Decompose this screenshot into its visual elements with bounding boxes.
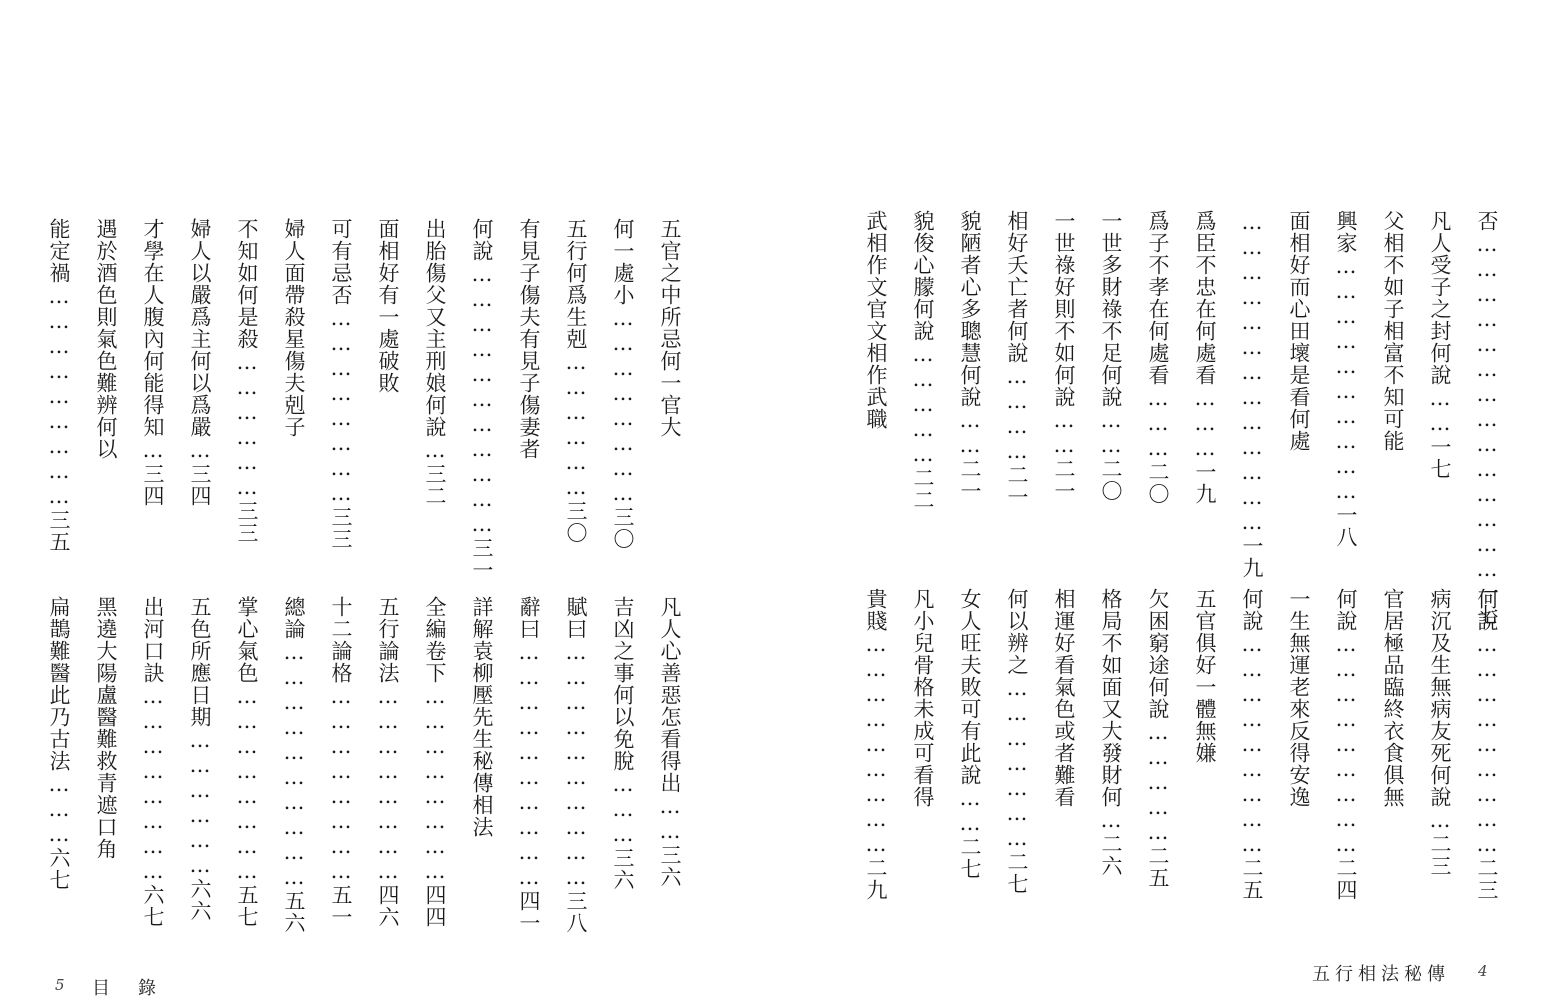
toc-entry: 出河口訣……………………六七 — [141, 596, 165, 928]
running-title: 目 錄 — [92, 978, 161, 999]
toc-entry: 詳解袁柳壓先生秘傳相法 — [470, 596, 494, 838]
toc-entry: 凡小兒骨格未成可看得 — [911, 588, 935, 808]
toc-entry: 面相好而心田壞是看何處 — [1287, 210, 1311, 452]
running-title: 五行相法秘傳 — [1312, 964, 1450, 985]
toc-entry: 何一處小……………………三〇 — [611, 218, 635, 550]
toc-entry: 出胎傷父又主刑娘何說…三二 — [423, 218, 447, 507]
toc-entry: 婦人以嚴爲主何以爲嚴…三四 — [188, 218, 212, 507]
toc-entry: 一生無運老來反得安逸 — [1287, 588, 1311, 808]
toc-entry: 辭曰…………………………四一 — [517, 596, 541, 934]
toc-entry: 貌俊心朦何說……………二二 — [911, 210, 935, 511]
toc-entry: 相運好看氣色或者難看 — [1052, 588, 1076, 808]
toc-entry: 何說………………………二三 — [1475, 588, 1499, 901]
toc-entry: 黑遶大陽盧醫難救青遮口角 — [94, 596, 118, 860]
toc-entry: 何說………………………二四 — [1334, 588, 1358, 901]
toc-entry: 才學在人腹內何能得知…三四 — [141, 218, 165, 507]
toc-entry: 總論…………………………五六 — [282, 596, 306, 934]
toc-entry: 五官之中所忌何一官大 — [658, 218, 682, 438]
toc-entry: 吉凶之事何以免脫………三六 — [611, 596, 635, 891]
toc-entry: …………………………………一九 — [1240, 210, 1264, 579]
toc-entry: 婦人面帶殺星傷夫剋子 — [282, 218, 306, 438]
toc-entry: 否……………………………………一七 — [1475, 210, 1499, 626]
toc-entry: 何說……………………………三一 — [470, 218, 494, 581]
toc-entry: 凡人受子之封何說……一七 — [1428, 210, 1452, 480]
toc-entry: 官居極品臨終衣食俱無 — [1381, 588, 1405, 808]
toc-entry: 凡人心善惡怎看得出……三六 — [658, 596, 682, 888]
toc-entry: 全編卷下……………………四四 — [423, 596, 447, 928]
toc-entry: 格局不如面又大發財何…二六 — [1099, 588, 1123, 877]
page-number: 4 — [1478, 962, 1488, 980]
toc-entry: 面相好有一處破敗 — [376, 218, 400, 394]
toc-entry: 五行何爲生剋………………三〇 — [564, 218, 588, 544]
toc-entry: 不知如何是殺………………三三 — [235, 218, 259, 544]
toc-entry: 女人旺夫敗可有此說……二七 — [958, 588, 982, 880]
toc-entry: 十二論格……………………五一 — [329, 596, 353, 928]
toc-entry: 何以辨之…………………二七 — [1005, 588, 1029, 895]
toc-entry: 遇於酒色則氣色難辨何以 — [94, 218, 118, 460]
toc-entry: 相好夭亡者何說…………二一 — [1005, 210, 1029, 508]
toc-entry: 掌心氣色……………………五七 — [235, 596, 259, 928]
toc-entry: 可有忌否……………………三三 — [329, 218, 353, 550]
toc-entry: 爲子不孝在何處看………二〇 — [1146, 210, 1170, 505]
toc-entry: 興家…………………………一八 — [1334, 210, 1358, 548]
toc-entry: 五行論法……………………四六 — [376, 596, 400, 928]
toc-entry: 病沉及生無病友死何說…二三 — [1428, 588, 1452, 877]
toc-entry: 武相作文官文相作武職 — [864, 210, 888, 430]
toc-entry: 賦曰…………………………三八 — [564, 596, 588, 934]
toc-entry: 有見子傷夫有見子傷妻者 — [517, 218, 541, 460]
toc-entry: 欠困窮途何說……………二五 — [1146, 588, 1170, 889]
toc-entry: 一世祿好則不如何說……二一 — [1052, 210, 1076, 502]
toc-entry: 五色所應日期………………六六 — [188, 596, 212, 922]
page-number: 5 — [55, 976, 65, 994]
toc-entry: 一世多財祿不足何說……二〇 — [1099, 210, 1123, 502]
toc-entry: 貌陋者心多聰慧何說……二一 — [958, 210, 982, 502]
toc-entry: 爲臣不忠在何處看………一九 — [1193, 210, 1217, 505]
toc-entry: 扁鵲難醫此乃古法………六七 — [47, 596, 71, 891]
toc-entry: 貴賤………………………二九 — [864, 588, 888, 901]
toc-entry: 能定禍………………………三五 — [47, 218, 71, 553]
toc-entry: 五官俱好一體無嫌 — [1193, 588, 1217, 764]
toc-entry: 父相不如子相富不知可能 — [1381, 210, 1405, 452]
toc-entry: 何說………………………二五 — [1240, 588, 1264, 901]
